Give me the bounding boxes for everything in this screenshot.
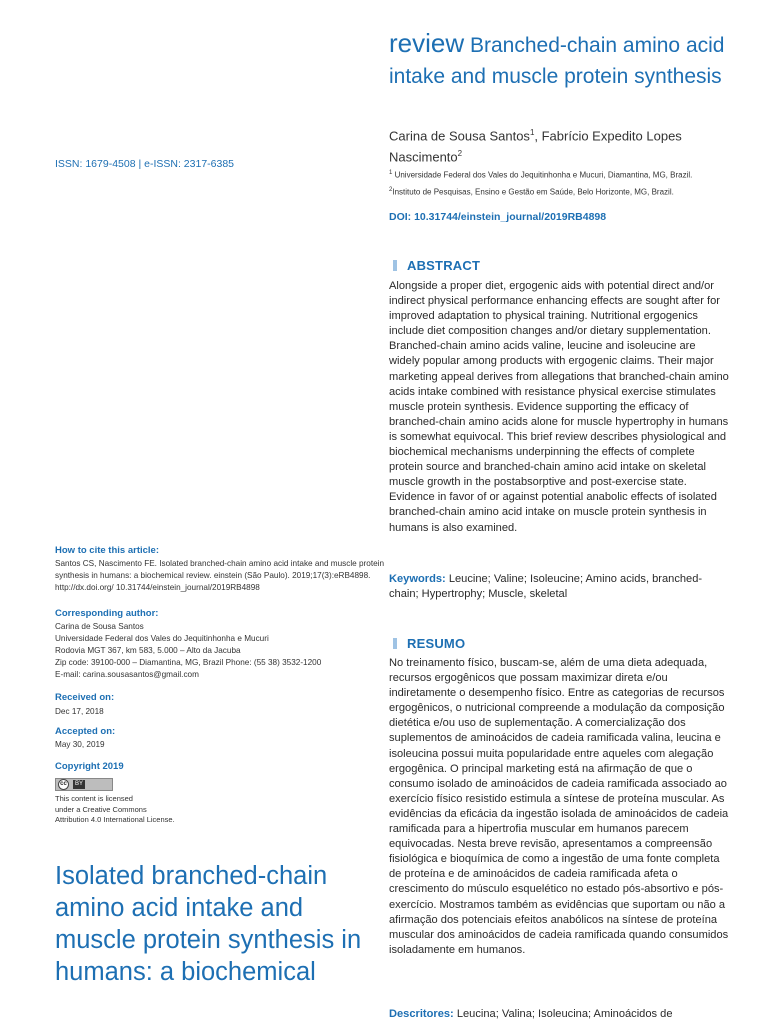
license-line-3: Attribution 4.0 International License.	[55, 815, 175, 824]
cc-circle-icon: cc	[58, 779, 69, 790]
license-line-1: This content is licensed	[55, 794, 133, 803]
section-bar-icon	[393, 260, 397, 271]
article-type: review	[389, 28, 465, 58]
keywords-label: Keywords:	[389, 573, 446, 585]
author-list	[389, 124, 729, 167]
resumo-body: No treinamento físico, buscam-se, além de uma dieta adequada, recursos ergogênicos que possam maximizar direta e/ou indiretamente o desempenho físico. Entre as categorias de recursos ergogênicos, o nutricional compreende a modulação da composição dietética e/ou uso de suplementação. A comercialização dos suplementos de aminoácidos de cadeia ramificada valina, leucina e isoleucina possui muita popularidade entre aqueles com alegação ergogênica. O principal marketing está na afirmação de que o consumo isolado de aminoácidos de cadeia ramificada associado ao exercício físico resistido estimula a síntese de proteína muscular. As evidências da eficácia da ingestão isolada de aminoácidos de cadeia ramificada para a hipertrofia muscular em humanos parecem equivocadas. Nesta breve revisão, apresentamos a compreensão fisiológica e bioquímica de como a ingestão de uma fonte completa de proteína e de aminoácidos de cadeia ramificada afeta o crescimento do músculo esquelético no estado pós-absortivo e pós-exercício. Mostramos também as evidências que suportam ou não a afirmação dos potenciais efeitos anabólicos na síntese de proteína muscular dos aminoácidos de cadeia ramificada quando consumidos isoladamente em humanos.	[389, 657, 729, 956]
corresponding-author-label: Corresponding author:	[55, 608, 159, 619]
copyright-label: Copyright 2019	[55, 761, 124, 772]
abstract-body: Alongside a proper diet, ergogenic aids with potential direct and/or indirect physical performance enhancing effects are sought after for improved adaptation to physical training. Nutritional ergogenics include diet composition changes and/or dietary supplementation. Branched-chain amino acids valine, leucine and isoleucine are widely popular among products with ergogenic claims. Their major marketing appeal derives from allegations that branched-chain amino acids intake combined with resistance physical exercise stimulates muscle protein synthesis. Evidence supporting the efficacy of branched-chain amino acids alone for muscle hypertrophy in humans is somewhat equivocal. This brief review describes physiological and biochemical mechanisms underpinning the effects of complete protein source and branched-chain amino acid intake on skeletal muscle growth in the postabsorptive and post-exercise state. Evidence in favor of or against potential anabolic effects of isolated branched-chain amino acid intake on muscle protein synthesis in humans is also examined.	[389, 280, 729, 534]
article-title-top	[389, 28, 734, 92]
license-line-2: under a Creative Commons	[55, 804, 147, 814]
article-title-large: Isolated branched-chain amino acid intake and muscle protein synthesis in humans: a biochemical	[55, 862, 362, 986]
article-title-text: Branched-chain amino acid intake and muscle protein synthesis	[389, 34, 725, 88]
author-2: , Fabrício Expedito Lopes Nascimento	[389, 128, 682, 165]
accepted-date: May 30, 2019	[55, 740, 105, 749]
doi-link[interactable]: DOI: 10.31744/einstein_journal/2019RB4898	[389, 211, 607, 223]
author-1: Carina de Sousa Santos	[389, 128, 530, 144]
corr-address: Rodovia MGT 367, km 583, 5.000 – Alto da Jacuba	[55, 646, 241, 655]
affiliation-1-text: Universidade Federal dos Vales do Jequitinhonha e Mucuri, Diamantina, MG, Brazil.	[394, 170, 693, 180]
affiliation-2-sup: 2	[389, 186, 393, 193]
license-text	[55, 794, 205, 826]
abstract-heading	[393, 258, 480, 273]
affiliation-1-sup: 1	[389, 170, 393, 176]
cite-label: How to cite this article:	[55, 545, 159, 556]
issn-label: ISSN: 1679-4508 | e-ISSN: 2317-6385	[55, 158, 235, 170]
resumo-heading	[393, 636, 465, 651]
cc-by-license-icon[interactable]	[55, 778, 113, 791]
keywords	[389, 572, 729, 602]
affiliation-1	[389, 167, 734, 182]
section-bar-icon	[393, 638, 397, 649]
affiliation-2	[389, 184, 734, 199]
affiliation-2-text: Instituto de Pesquisas, Ensino e Gestão em Saúde, Belo Horizonte, MG, Brazil.	[392, 187, 674, 197]
author-1-sup: 1	[529, 128, 535, 137]
accepted-label: Accepted on:	[55, 726, 116, 737]
cite-text: Santos CS, Nascimento FE. Isolated branched-chain amino acid intake and muscle protein synthesis in humans: a biochemical review. einstein (São Paulo). 2019;17(3):eRB4898. http://dx.doi.org/ 10.31744/einstein_journal/2019RB4898	[55, 559, 385, 592]
affiliations	[389, 167, 734, 200]
corr-email[interactable]: E-mail: carina.sousasantos@gmail.com	[55, 670, 199, 679]
corr-name: Carina de Sousa Santos	[55, 622, 144, 631]
received-label: Received on:	[55, 692, 115, 703]
corresponding-author-details	[55, 621, 375, 681]
descritores	[389, 1007, 729, 1022]
descritores-text: Leucina; Valina; Isoleucina; Aminoácidos de	[456, 1008, 673, 1020]
descritores-label: Descritores:	[389, 1008, 454, 1020]
keywords-text: Leucine; Valine; Isoleucine; Amino acids, branched-chain; Hypertrophy; Muscle, skeletal	[389, 573, 703, 601]
received-date: Dec 17, 2018	[55, 707, 104, 716]
corr-institution: Universidade Federal dos Vales do Jequitinhonha e Mucuri	[55, 634, 269, 643]
by-icon: BY	[75, 781, 84, 787]
author-2-sup: 2	[457, 149, 463, 159]
corr-zip-phone: Zip code: 39100-000 – Diamantina, MG, Brazil Phone: (55 38) 3532-1200	[55, 658, 322, 667]
resumo-heading-text: RESUMO	[407, 636, 466, 651]
abstract-heading-text: ABSTRACT	[407, 258, 481, 273]
